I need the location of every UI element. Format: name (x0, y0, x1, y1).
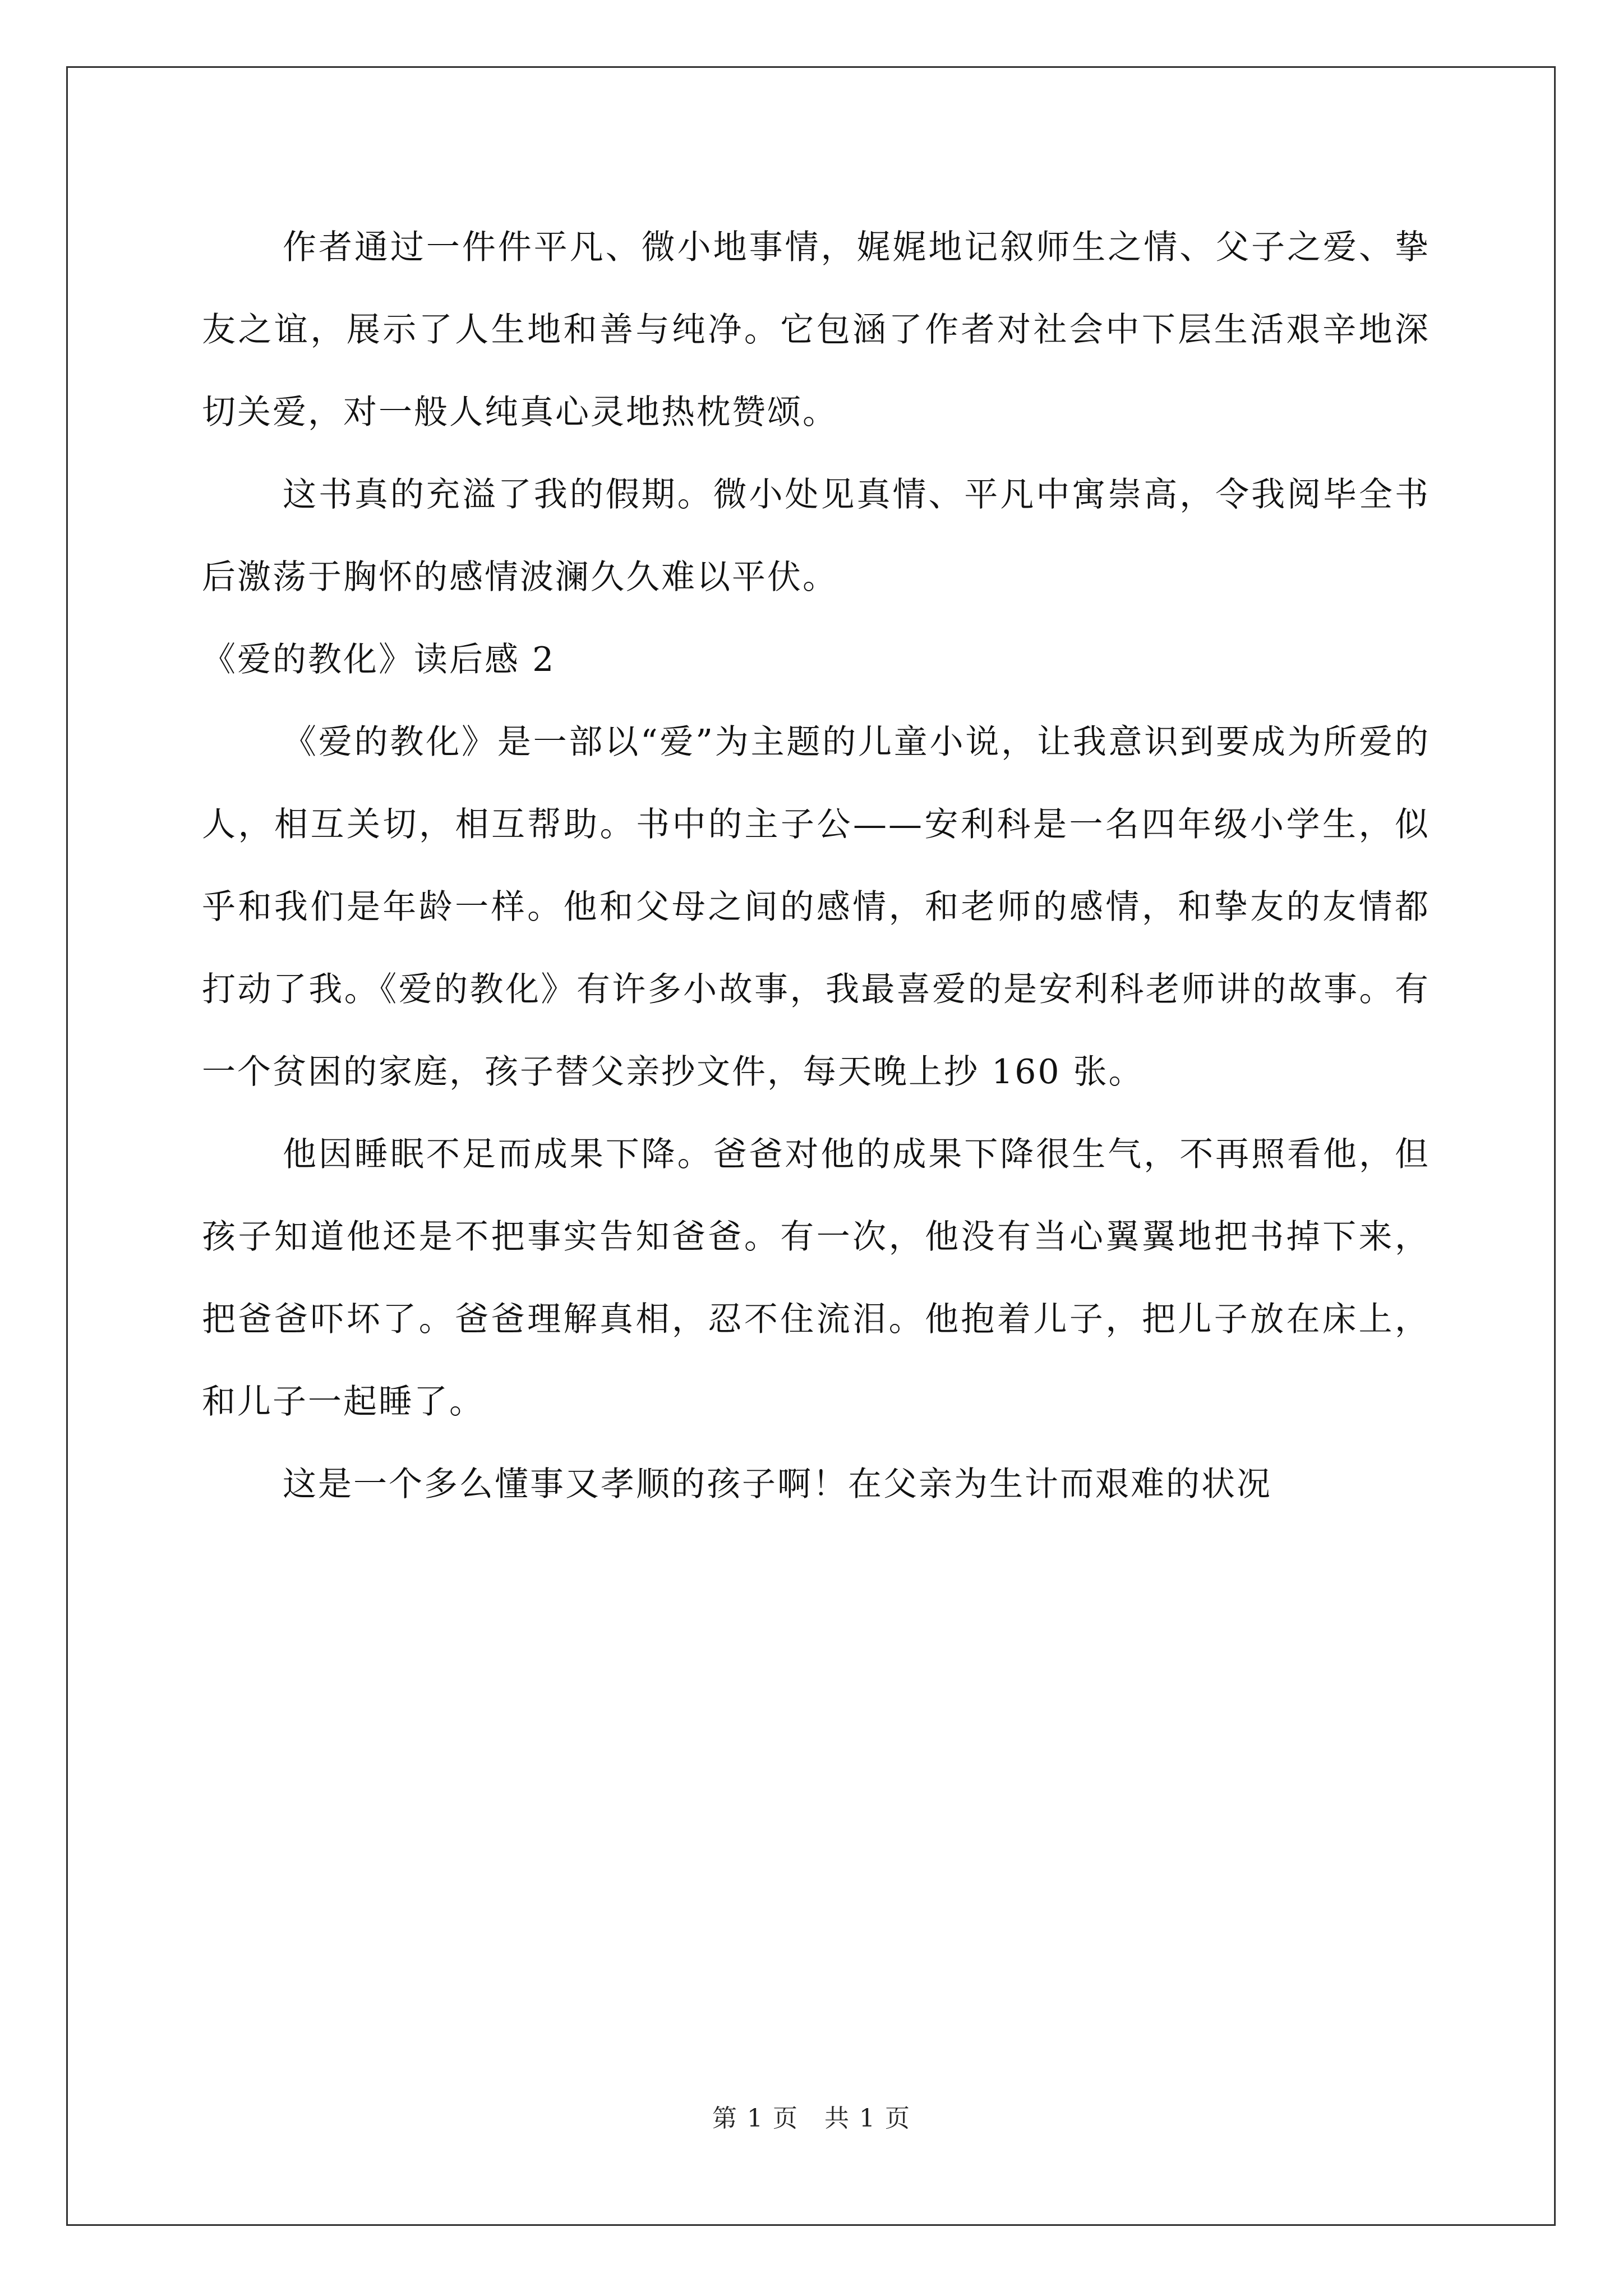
page-footer: 第 1 页 共 1 页 (712, 2104, 911, 2133)
paragraph: 《爱的教化》是一部以“爱”为主题的儿童小说，让我意识到要成为所爱的人，相互关切，相互帮助。书中的主子公——安利科是一名四年级小学生，似乎和我们是年龄一样。他和父母之间的感情，和老师的感情，和挚友的友情都打动了我。《爱的教化》有许多小故事，我最喜爱的是安利科老师讲的故事。有一个贫困的家庭，孩子替父亲抄文件，每天晚上抄 160 张。 (202, 723, 1430, 1092)
paragraph: 他因睡眠不足而成果下降。爸爸对他的成果下降很生气，不再照看他，但孩子知道他还是不把事实告知爸爸。有一次，他没有当心翼翼地把书掉下来，把爸爸吓坏了。爸爸理解真相，忍不住流泪。他抱着儿子，把儿子放在床上，和儿子一起睡了。 (202, 1135, 1430, 1421)
paragraph: 这书真的充溢了我的假期。微小处见真情、平凡中寓崇高，令我阅毕全书后激荡于胸怀的感情波澜久久难以平伏。 (202, 475, 1430, 597)
paragraph: 这是一个多么懂事又孝顺的孩子啊！在父亲为生计而艰难的状况 (283, 1465, 1272, 1504)
section-title: 《爱的教化》读后感 2 (202, 640, 556, 679)
paragraph: 作者通过一件件平凡、微小地事情，娓娓地记叙师生之情、父子之爱、挚友之谊，展示了人生地和善与纯净。它包涵了作者对社会中下层生活艰辛地深切关爱，对一般人纯真心灵地热枕赞颂。 (202, 228, 1430, 432)
document-body (202, 206, 1430, 1526)
